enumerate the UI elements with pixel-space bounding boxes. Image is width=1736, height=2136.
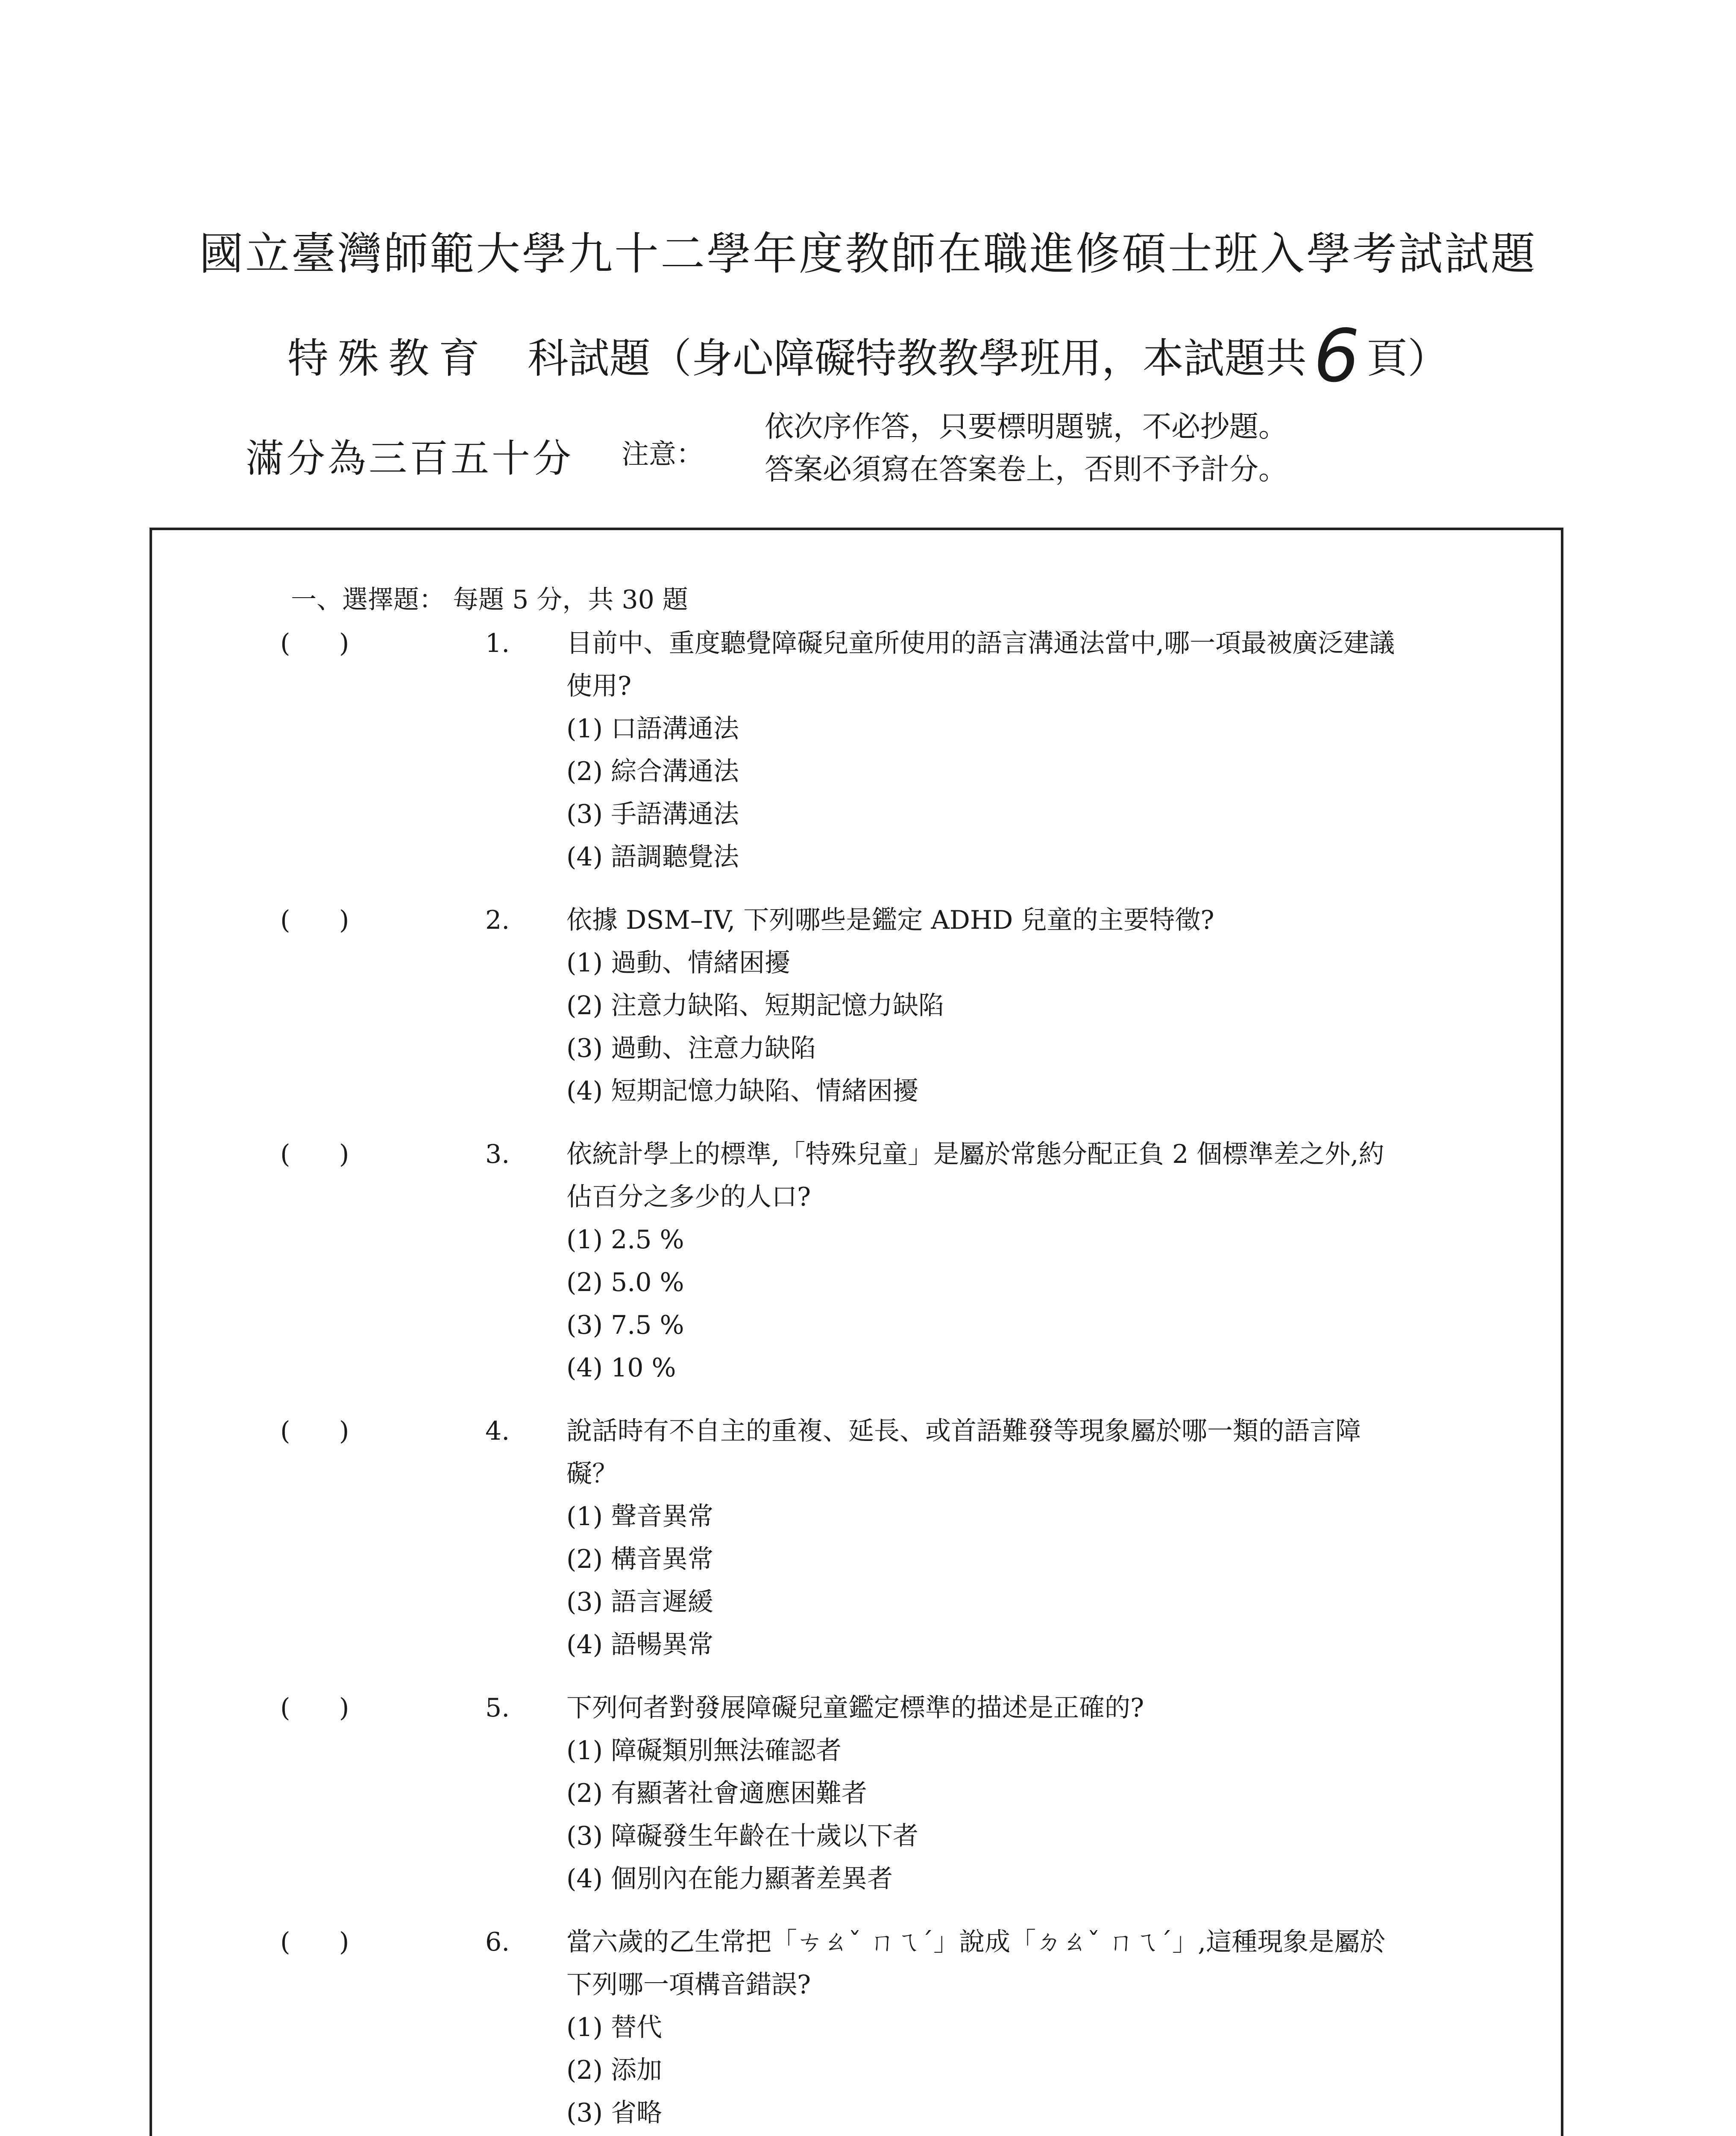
notice-line: 依次序作答，只要標明題號，不必抄題。 — [765, 410, 1288, 444]
option: (1) 2.5 % — [566, 1225, 684, 1255]
notice-line: 答案必須寫在答案卷上，否則不予計分。 — [765, 453, 1288, 487]
score-and-notice — [0, 406, 1736, 500]
question-number: 6. — [485, 1927, 510, 1957]
exam-title: 國立臺灣師範大學九十二學年度教師在職進修碩士班入學考試試題 — [199, 228, 1537, 280]
option — [566, 2134, 1399, 2136]
option: (2) 5.0 % — [566, 1268, 684, 1297]
question-text: 依據 DSM–IV, 下列哪些是鑑定 ADHD 兒童的主要特徵? — [566, 905, 1214, 935]
question-item — [280, 622, 1476, 878]
option: (2) 注意力缺陷、短期記憶力缺陷 — [566, 991, 944, 1021]
subject-line — [0, 314, 1736, 399]
question-number: 2. — [485, 905, 510, 935]
option-list — [566, 1729, 1399, 1900]
page-unit: 頁） — [1367, 334, 1449, 382]
option: (4) 個別內在能力顯著差異者 — [566, 1864, 893, 1894]
option: (3) 過動、注意力缺陷 — [566, 1033, 816, 1063]
option: (4) 短期記憶力缺陷、情緒困擾 — [566, 1076, 919, 1106]
question-item — [280, 1410, 1476, 1666]
option: (4) 10 % — [566, 1353, 676, 1383]
option-list — [566, 2006, 1399, 2136]
section-heading: 一、選擇題： 每題 5 分，共 30 題 — [291, 585, 688, 615]
option: (2) 添加 — [566, 2055, 663, 2085]
question-list — [280, 622, 1476, 2136]
question-text: 目前中、重度聽覺障礙兒童所使用的語言溝通法當中,哪一項最被廣泛建議使用? — [566, 628, 1395, 701]
answer-blank: ( ) — [280, 1139, 349, 1169]
option: (1) 替代 — [566, 2013, 663, 2042]
question-number: 3. — [485, 1139, 510, 1169]
question-text: 依統計學上的標準,「特殊兒童」是屬於常態分配正負 2 個標準差之外,約佔百分之多少的人口? — [566, 1139, 1384, 1212]
option: (4) 語調聽覺法 — [566, 842, 739, 872]
option: (1) 障礙類別無法確認者 — [566, 1736, 842, 1766]
question-number: 1. — [485, 628, 510, 658]
option: (3) 7.5 % — [566, 1310, 684, 1340]
subject-suffix: 科試題（身心障礙特教教學班用，本試題共 — [527, 334, 1307, 382]
question-text: 下列何者對發展障礙兒童鑑定標準的描述是正確的? — [566, 1693, 1144, 1723]
question-item — [280, 1133, 1476, 1389]
answer-blank: ( ) — [280, 1693, 349, 1723]
question-item — [280, 899, 1476, 1112]
question-box — [150, 528, 1563, 2136]
question-number: 5. — [485, 1693, 510, 1723]
subject-name: 特殊教育 — [287, 334, 489, 382]
answer-blank: ( ) — [280, 628, 349, 658]
option: (3) 省略 — [566, 2098, 663, 2128]
page-count-handwritten: 6 — [1313, 314, 1360, 399]
option: (1) 過動、情緒困擾 — [566, 948, 791, 978]
option-list — [566, 942, 1399, 1112]
question-text: 當六歲的乙生常把「ㄘㄠˇ ㄇㄟˊ」說成「ㄉㄠˇ ㄇㄟˊ」,這種現象是屬於下列哪一項構音錯誤? — [566, 1927, 1386, 2000]
option-list — [566, 1495, 1399, 1666]
option-list — [566, 1218, 1399, 1389]
option: (1) 聲音異常 — [566, 1502, 714, 1532]
option: (3) 手語溝通法 — [566, 799, 739, 829]
answer-blank: ( ) — [280, 1927, 349, 1957]
question-item — [280, 1921, 1476, 2136]
option: (2) 構音異常 — [566, 1544, 714, 1574]
notice-label: 注意： — [622, 439, 704, 470]
option: (4) 語暢異常 — [566, 1630, 714, 1660]
option: (3) 障礙發生年齡在十歲以下者 — [566, 1821, 919, 1851]
option: (1) 口語溝通法 — [566, 714, 739, 744]
option: (3) 語言遲緩 — [566, 1587, 714, 1617]
option-list — [566, 707, 1399, 878]
question-text: 說話時有不自主的重複、延長、或首語難發等現象屬於哪一類的語言障礙？ — [566, 1416, 1361, 1489]
answer-blank: ( ) — [280, 905, 349, 935]
option: (2) 有顯著社會適應困難者 — [566, 1778, 868, 1808]
question-number: 4. — [485, 1416, 510, 1446]
question-item — [280, 1687, 1476, 1900]
answer-blank: ( ) — [280, 1416, 349, 1446]
notice-lines — [765, 406, 1287, 491]
option: (2) 綜合溝通法 — [566, 757, 739, 786]
full-score: 滿分為三百五十分 — [246, 436, 574, 481]
